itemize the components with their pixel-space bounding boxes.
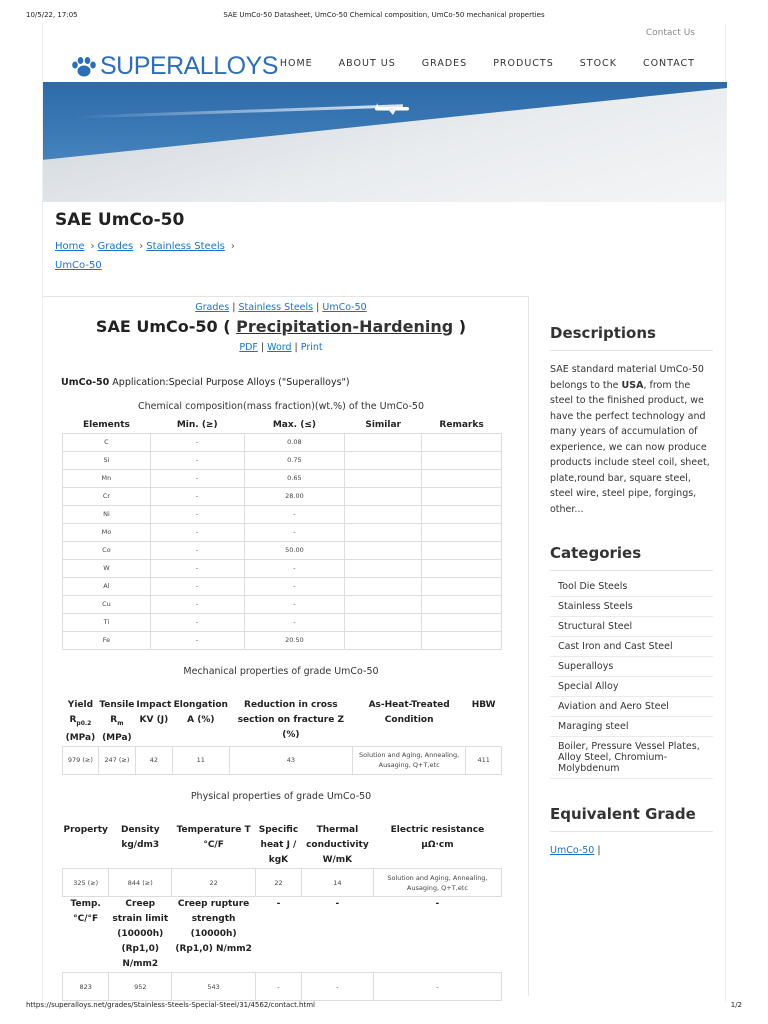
chem-row	[63, 631, 502, 649]
mech-col-elongation: Elongation A (%)	[173, 700, 228, 725]
chem-cell: -	[150, 469, 244, 487]
chem-cell	[345, 505, 422, 523]
mech-col-condition: As-Heat-Treated Condition	[368, 700, 450, 725]
grade-link-grades[interactable]: Grades	[195, 302, 230, 313]
mech-cell: 979 (≥)	[63, 746, 99, 774]
description-text	[550, 362, 713, 517]
phys-cell: 543	[172, 973, 256, 1001]
chem-cell	[345, 487, 422, 505]
chem-cell: -	[150, 559, 244, 577]
grade-link-stainless[interactable]: Stainless Steels	[238, 302, 314, 313]
nav-products[interactable]: PRODUCTS	[493, 58, 554, 69]
pdf-link[interactable]: PDF	[239, 342, 258, 353]
chem-row	[63, 433, 502, 451]
chem-cell: -	[150, 451, 244, 469]
chem-cell	[422, 433, 502, 451]
word-link[interactable]: Word	[267, 342, 292, 353]
description-text-end: , from the steel to the finished product, we have the perfect technology and many years of accumulation of experience, we can now produce products include steel coil, sheet, plate,round bar, square steel, steel wire, steel pipe, forgings, other...	[550, 379, 710, 515]
nav-grades[interactable]: GRADES	[421, 58, 468, 69]
chem-cell: Si	[63, 451, 151, 469]
phys-cell: 14	[301, 869, 373, 897]
mech-col-hbw: HBW	[471, 700, 496, 710]
phys-cell: -	[301, 973, 373, 1001]
chem-row	[63, 505, 502, 523]
chem-cell: Fe	[63, 631, 151, 649]
chem-cell	[422, 613, 502, 631]
phys-col-creep-strain: Creep strain limit (10000h) (Rp1,0) N/mm2	[112, 899, 169, 969]
equivalent-grade-sep: |	[594, 845, 601, 856]
phys-col-creep-rupture: Creep rupture strength (10000h) (Rp1,0) N/mm2	[175, 899, 252, 954]
chem-cell	[422, 469, 502, 487]
phys-col-temp: Temp. °C/°F	[70, 899, 101, 924]
print-page-number: 1/2	[730, 1001, 742, 1009]
chem-cell	[345, 469, 422, 487]
phys-col-thermal-conductivity: Thermal conductivity W/mK	[306, 825, 369, 865]
chem-row	[63, 577, 502, 595]
mech-col-yield	[63, 698, 99, 746]
chem-cell	[422, 577, 502, 595]
chem-cell: -	[150, 523, 244, 541]
phys-cell: 22	[255, 869, 301, 897]
category-item[interactable]: Boiler, Pressure Vessel Plates, Alloy Steel, Chromium-Molybdenum	[550, 737, 713, 779]
chem-cell	[345, 541, 422, 559]
mech-cell: Solution and Aging, Annealing, Ausaging, Q+T,etc	[352, 746, 465, 774]
phys-cell: 325 (≥)	[63, 869, 109, 897]
phys-row-2	[63, 973, 502, 1001]
phys-cell: 952	[109, 973, 172, 1001]
logo[interactable]	[71, 52, 278, 81]
category-item[interactable]: Tool Die Steels	[550, 577, 713, 597]
print-header	[26, 11, 742, 21]
chem-row	[63, 595, 502, 613]
phys-row	[63, 869, 502, 897]
chem-cell: Co	[63, 541, 151, 559]
print-doc-title: SAE UmCo-50 Datasheet, UmCo-50 Chemical composition, UmCo-50 mechanical properties	[223, 11, 545, 19]
chem-col-max: Max. (≤)	[272, 420, 316, 431]
description-country: USA	[621, 379, 644, 391]
phys-col-density: Density kg/dm3	[120, 825, 160, 850]
mech-tensile-unit: (MPa)	[102, 732, 132, 743]
mech-yield-symbol: $R_{p0.2}$	[69, 715, 92, 727]
chem-row	[63, 469, 502, 487]
chem-cell: -	[150, 541, 244, 559]
chem-cell	[422, 505, 502, 523]
categories-heading: Categories	[550, 544, 713, 571]
chem-cell: 0.65	[244, 469, 345, 487]
sidebar	[550, 324, 713, 856]
chem-cell: 0.08	[244, 433, 345, 451]
precipitation-hardening-link[interactable]: Precipitation-Hardening	[236, 317, 454, 336]
chem-cell	[345, 559, 422, 577]
mech-tensile-label: Tensile	[99, 700, 135, 710]
chem-cell: -	[244, 595, 345, 613]
paw-logo-icon	[71, 56, 97, 78]
contrail	[73, 104, 403, 119]
print-link[interactable]: Print	[300, 342, 323, 353]
chem-row	[63, 559, 502, 577]
chem-cell: C	[63, 433, 151, 451]
chem-cell: W	[63, 559, 151, 577]
chem-cell: Ti	[63, 613, 151, 631]
phys-col-temperature: Temperature T °C/F	[176, 825, 251, 850]
page	[42, 24, 726, 1002]
categories-list	[550, 577, 713, 779]
descriptions-heading: Descriptions	[550, 324, 713, 351]
chem-cell: Mo	[63, 523, 151, 541]
mech-col-reduction: Reduction in cross section on fracture Z (%)	[237, 700, 345, 740]
mech-header-row	[63, 698, 502, 746]
chem-row	[63, 613, 502, 631]
chem-col-remarks: Remarks	[439, 420, 484, 431]
phys-col-blank-2: -	[335, 899, 340, 909]
chem-cell	[345, 631, 422, 649]
phys-col-property: Property	[63, 825, 108, 835]
mech-cell: 247 (≥)	[98, 746, 135, 774]
category-item[interactable]: Special Alloy	[550, 677, 713, 697]
chem-cell	[345, 433, 422, 451]
chem-cell	[345, 523, 422, 541]
nav-about-us[interactable]: ABOUT US	[338, 58, 396, 69]
chem-cell	[422, 559, 502, 577]
category-item[interactable]: Maraging steel	[550, 717, 713, 737]
chem-cell	[345, 451, 422, 469]
application-grade: UmCo-50	[61, 377, 110, 388]
mech-caption: Mechanical properties of grade UmCo-50	[183, 666, 379, 677]
breadcrumb-home[interactable]: Home	[55, 241, 85, 252]
print-timestamp: 10/5/22, 17:05	[26, 11, 78, 19]
chem-cell: Mn	[63, 469, 151, 487]
doc-links: PDF | Word | Print	[239, 342, 323, 353]
chemical-composition-table	[62, 418, 502, 650]
phys-cell: 22	[172, 869, 256, 897]
phys-cell: -	[373, 973, 501, 1001]
chem-cell: -	[150, 595, 244, 613]
chem-cell: -	[150, 505, 244, 523]
chem-cell: 20.50	[244, 631, 345, 649]
phys-cell: -	[255, 973, 301, 1001]
chem-cell	[345, 613, 422, 631]
chem-cell: 50.00	[244, 541, 345, 559]
chem-col-similar: Similar	[365, 420, 401, 431]
chem-cell	[345, 577, 422, 595]
breadcrumb-umco-50[interactable]: UmCo-50	[55, 260, 102, 271]
breadcrumb-stainless-steels[interactable]: Stainless Steels	[146, 241, 225, 252]
chem-row	[63, 487, 502, 505]
mech-col-tensile	[98, 698, 135, 746]
chem-cell: 0.75	[244, 451, 345, 469]
phys-col-specific-heat: Specific heat J / kgK	[258, 825, 299, 865]
chem-cell: Cr	[63, 487, 151, 505]
phys-col-blank-1: -	[276, 899, 281, 909]
application-text: Application:Special Purpose Alloys ("Superalloys")	[109, 377, 350, 388]
phys-cell: 844 (≥)	[109, 869, 172, 897]
chem-col-min: Min. (≥)	[176, 420, 218, 431]
chem-cell: -	[244, 613, 345, 631]
main-nav	[280, 58, 695, 69]
nav-contact[interactable]: CONTACT	[642, 58, 695, 69]
application-line	[61, 377, 350, 388]
mech-yield-unit: (MPa)	[65, 732, 96, 743]
chem-cell	[422, 523, 502, 541]
category-item[interactable]: Superalloys	[550, 657, 713, 677]
phys-cell: 823	[63, 973, 109, 1001]
print-footer	[26, 1001, 742, 1009]
chem-cell: Cu	[63, 595, 151, 613]
phys-col-electric-resistance: Electric resistance µΩ·cm	[390, 825, 485, 850]
grade-link-umco[interactable]: UmCo-50	[322, 302, 367, 313]
equivalent-grade-heading: Equivalent Grade	[550, 805, 713, 832]
phys-caption: Physical properties of grade UmCo-50	[190, 791, 372, 802]
mech-cell: 11	[172, 746, 229, 774]
grade-heading-prefix: SAE UmCo-50 (	[95, 317, 231, 336]
mech-row	[63, 746, 502, 774]
chem-cell: -	[150, 613, 244, 631]
chem-cell: -	[150, 487, 244, 505]
equivalent-grade-line	[550, 845, 713, 856]
chem-cell: Al	[63, 577, 151, 595]
chem-caption: Chemical composition(mass fraction)(wt.%) of the UmCo-50	[137, 401, 425, 412]
breadcrumb-grades[interactable]: Grades	[97, 241, 134, 252]
aircraft-wing	[43, 83, 727, 202]
hero-banner	[43, 82, 727, 202]
chem-col-elements: Elements	[82, 420, 130, 431]
airplane-icon	[373, 102, 413, 116]
phys-header-row	[63, 823, 502, 869]
chem-cell	[422, 487, 502, 505]
chem-row	[63, 451, 502, 469]
breadcrumb: Home › Grades › Stainless Steels › UmCo-50	[55, 241, 235, 271]
grade-links: Grades | Stainless Steels | UmCo-50	[195, 302, 367, 313]
phys-col-blank-3: -	[435, 899, 440, 909]
chem-cell: 28.00	[244, 487, 345, 505]
description-text-start: SAE standard material UmCo-50 belongs to the	[550, 364, 704, 391]
mech-tensile-symbol: $R_m$	[110, 715, 124, 727]
phys-cell: Solution and Aging, Annealing, Ausaging, Q+T,etc	[373, 869, 501, 897]
grade-heading	[43, 317, 519, 336]
chem-cell: -	[150, 433, 244, 451]
chem-cell: -	[244, 559, 345, 577]
logo-text: SUPERALLOYS	[100, 52, 278, 80]
chem-cell	[422, 541, 502, 559]
chem-cell	[422, 595, 502, 613]
chem-cell: -	[244, 523, 345, 541]
print-url: https://superalloys.net/grades/Stainless-Steels-Special-Steel/31/4562/contact.html	[26, 1001, 315, 1009]
chem-row	[63, 541, 502, 559]
mechanical-properties-table	[62, 698, 502, 775]
chem-cell: Ni	[63, 505, 151, 523]
page-title: SAE UmCo-50	[55, 210, 185, 230]
mech-cell: 42	[135, 746, 172, 774]
mech-cell: 43	[229, 746, 352, 774]
chem-cell: -	[244, 577, 345, 595]
chem-header-row	[63, 418, 502, 433]
chem-cell: -	[244, 505, 345, 523]
chem-cell	[422, 451, 502, 469]
category-item[interactable]: Stainless Steels	[550, 597, 713, 617]
mech-cell: 411	[466, 746, 502, 774]
nav-stock[interactable]: STOCK	[579, 58, 617, 69]
mech-yield-label: Yield	[67, 700, 94, 710]
chem-cell: -	[150, 577, 244, 595]
chem-row	[63, 523, 502, 541]
equivalent-grade-link[interactable]: UmCo-50	[550, 845, 595, 856]
mech-col-impact: Impact KV (J)	[136, 700, 172, 725]
grade-heading-suffix: )	[458, 317, 467, 336]
category-item[interactable]: Cast Iron and Cast Steel	[550, 637, 713, 657]
chem-cell	[422, 631, 502, 649]
phys-header-row-2	[63, 897, 502, 973]
category-item[interactable]: Structural Steel	[550, 617, 713, 637]
chem-cell: -	[150, 631, 244, 649]
category-item[interactable]: Aviation and Aero Steel	[550, 697, 713, 717]
chem-cell	[345, 595, 422, 613]
contact-us-link[interactable]: Contact Us	[645, 28, 695, 38]
physical-properties-table	[62, 823, 502, 1001]
nav-home[interactable]: HOME	[279, 58, 313, 69]
